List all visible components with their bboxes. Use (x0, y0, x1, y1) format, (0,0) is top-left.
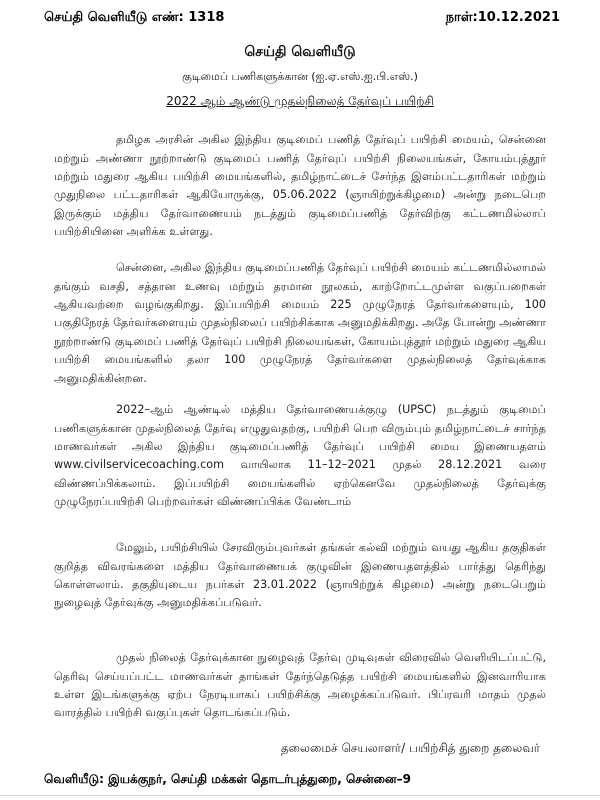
signature-line: தலைமைச் செயலாளர்/ பயிற்சித் துறை தலைவர் (280, 741, 540, 755)
release-date: நாள்:10.12.2021 (445, 10, 560, 25)
header-row (44, 10, 560, 26)
paragraph-facilities: சென்னை, அகில இந்திய குடிமைப்பணித் தேர்வுப் பயிற்சி மையம் கட்டணமில்லாமல் தங்கும் வசதி, சத்தான உணவு மற்றும் தரமான நூலகம், காற்றோட்டமுள்ள வகுப்பறைகள் ஆகியவற்றை வழங்குகிறது. இப்பயிற்சி மையம் 225 முழுநேரத் தேர்வர்களையும், 100 பகுதிநேரத் தேர்வர்களையும் முதல்நிலைப் பயிற்சிக்காக அனுமதிக்கிறது. அதே போன்று அண்ணா நூற்றாண்டு குடிமைப் பணித் தேர்வுப் பயிற்சி நிலையங்கள், கோயம்புத்தூர் மற்றும் மதுரை ஆகிய பயிற்சி மையங்களில் தலா 100 முழுநேரத் தேர்வர்களை முதல்நிலைத் தேர்வுக்காக அனுமதிக்கின்றன. (54, 261, 546, 385)
paragraph-intro: தமிழக அரசின் அகில இந்திய குடிமைப் பணித் தேர்வுப் பயிற்சி மையம், சென்னை மற்றும் அண்ணா நூற்றாண்டு குடிமைப் பணித் தேர்வுப் பயிற்சி நிலையங்கள், கோயம்புத்தூர் மற்றும் மதுரை ஆகிய பயிற்சி மையங்களில், தமிழ்நாட்டைச் சேர்ந்த இளம்பட்டதாரிகள் மற்றும் முதுநிலை பட்டதாரிகள் ஆகியோருக்கு, 05.06.2022 (ஞாயிற்றுக்கிழமை) அன்று நடைபெற இருக்கும் மத்திய தேர்வாணையம் நடத்தும் குடிமைப்பணித் தேர்விற்கு கட்டணமில்லாப் பயிற்சியினை அளிக்க உள்ளது. (54, 133, 546, 239)
document-title: செய்தி வெளியீடு (244, 44, 356, 60)
release-number: செய்தி வெளியீடு எண்: 1318 (44, 10, 225, 25)
document-heading: 2022 ஆம் ஆண்டு முதல்நிலைத் தேர்வுப் பயிற்சி (166, 94, 434, 108)
document-subtitle: குடிமைப் பணிகளுக்கான (ஐ.ஏ.எஸ்.ஐ.பி.எஸ்.) (182, 70, 418, 83)
paragraph-eligibility: மேலும், பயிற்சியில் சேரவிரும்புவர்கள் தங்கள் கல்வி மற்றும் வயது ஆகிய தகுதிகள் குறித்த விவரங்களை மத்திய தேர்வாணையக் குழுவின் இணையதளத்தில் பார்த்து தெரிந்து கொள்ளலாம். தகுதியுடைய நபர்கள் 23.01.2022 (ஞாயிற்றுக் கிழமை) அன்று நடைபெறும் நுழைவுத் தேர்வுக்கு அனுமதிக்கப்படுவர். (54, 541, 546, 610)
paragraph-results: முதல் நிலைத் தேர்வுக்கான நுழைவுத் தேர்வு முடிவுகள் விரைவில் வெளியிடப்பட்டு, தெரிவு செய்யப்பட்ட மாணவர்கள் தாங்கள் தேர்ந்தெடுத்த பயிற்சி மையங்களில் இனவாரியாக உள்ள இடங்களுக்கு ஏற்ப நேரடியாகப் பயிற்சிக்கு அழைக்கப்படுவர். பிப்ரவரி மாதம் முதல் வாரத்தில் பயிற்சி வகுப்புகள் தொடங்கப்படும். (54, 651, 546, 720)
publisher-footer: வெளியீடு: இயக்குநர், செய்தி மக்கள் தொடர்புத்துறை, சென்னை–9 (44, 772, 411, 786)
paragraph-application: 2022–ஆம் ஆண்டில் மத்திய தேர்வாணையக்குழு (UPSC) நடத்தும் குடிமைப் பணிகளுக்கான முதல்நிலைத் தேர்வு எழுதுவதற்கு, பயிற்சி பெற விரும்பும் தமிழ்நாட்டைச் சார்ந்த மாணவர்கள் அகில இந்திய குடிமைப்பணித் தேர்வுப் பயிற்சி மைய இணையதளம் www.civilservicecoaching.com வாயிலாக 11–12–2021 முதல் 28.12.2021 வரை விண்ணப்பிக்கலாம். இப்பயிற்சி மையங்களில் ஏற்கெனவே முதல்நிலைத் தேர்வுக்கு முழுநேரப்பயிற்சி பெற்றவர்கள் விண்ணப்பிக்க வேண்டாம் (54, 403, 546, 509)
bottom-divider (0, 795, 600, 796)
